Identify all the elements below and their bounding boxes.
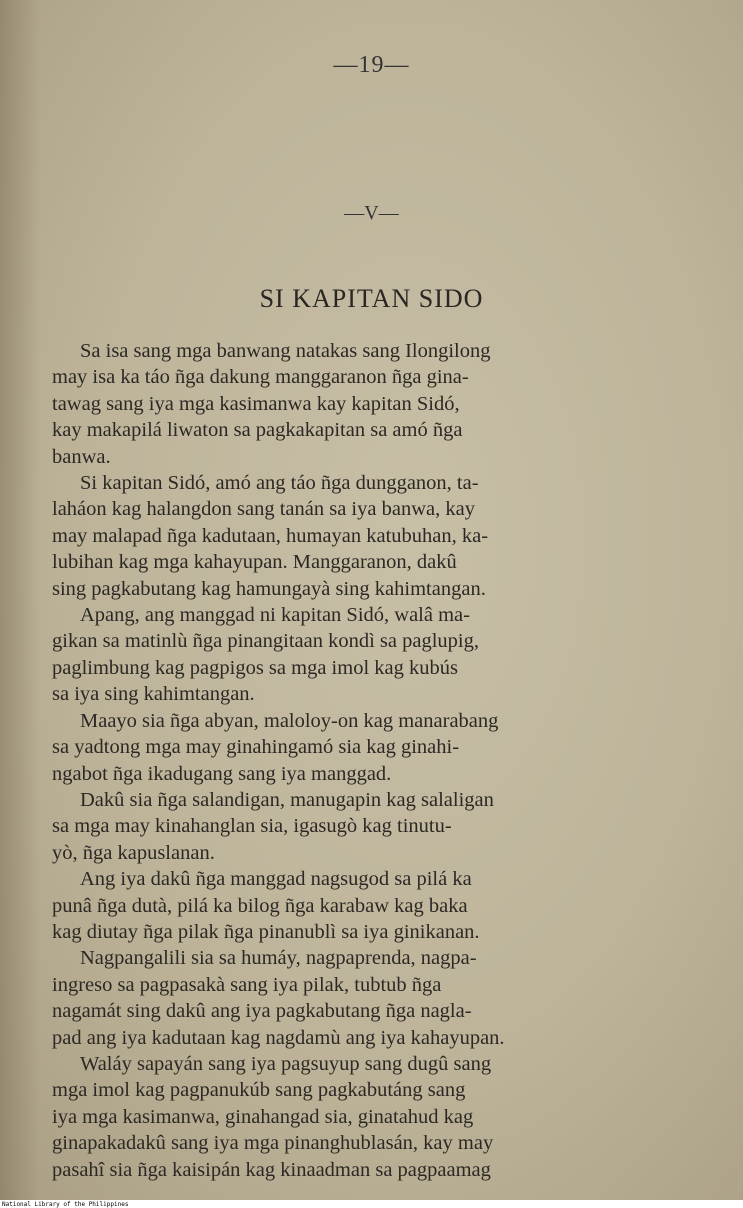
library-footer: National Library of the Philippines xyxy=(2,1201,129,1208)
text-line: paglimbung kag pagpigos sa mga imol kag kubús xyxy=(52,656,458,679)
body-text xyxy=(52,338,692,1183)
text-line: sa mga may kinahanglan sia, igasugò kag tinutu- xyxy=(52,815,452,838)
text-line: Si kapitan Sidó, amó ang táo ñga dungganon, ta- xyxy=(80,472,479,495)
text-line: yò, ñga kapuslanan. xyxy=(52,841,215,864)
text-line: sa yadtong mga may ginahingamó sia kag ginahi- xyxy=(52,736,460,759)
text-line: banwa. xyxy=(52,445,111,468)
text-line: ingreso sa pagpasakà sang iya pilak, tubtub ñga xyxy=(52,973,442,996)
text-line: punâ ñga dutà, pilá ka bilog ñga karabaw kag baka xyxy=(52,894,468,917)
text-line: iya mga kasimanwa, ginahangad sia, ginatahud kag xyxy=(52,1105,474,1128)
text-line: ngabot ñga ikadugang sang iya manggad. xyxy=(52,762,392,785)
text-line: tawag sang iya mga kasimanwa kay kapitan Sidó, xyxy=(52,392,460,415)
text-line: ginapakadakû sang iya mga pinanghublasán, kay may xyxy=(52,1132,494,1155)
text-line: Apang, ang manggad ni kapitan Sidó, walâ ma- xyxy=(80,604,470,627)
text-line: pasahî sia ñga kaisipán kag kinaadman sa pagpaamag xyxy=(52,1158,491,1181)
text-line: Sa isa sang mga banwang natakas sang Ilongilong xyxy=(80,340,491,362)
text-line: kay makapilá liwaton sa pagkakapitan sa amó ñga xyxy=(52,419,463,442)
text-line: lubihan kag mga kahayupan. Manggaranon, dakû xyxy=(52,551,457,574)
chapter-title: SI KAPITAN SIDO xyxy=(259,284,484,313)
text-line: Nagpangalili sia sa humáy, nagpaprenda, nagpa- xyxy=(80,947,477,970)
chapter-number: —V— xyxy=(344,202,399,224)
text-line: sing pagkabutang kag hamungayà sing kahimtangan. xyxy=(52,577,486,600)
text-line: may isa ka táo ñga dakung manggaranon ñga gina- xyxy=(52,366,469,389)
page-number: —19— xyxy=(333,52,410,78)
text-line: Maayo sia ñga abyan, maloloy-on kag manarabang xyxy=(80,709,499,732)
text-line: nagamát sing dakû ang iya pagkabutang ñga nagla- xyxy=(52,1000,472,1023)
text-line: pad ang iya kadutaan kag nagdamù ang iya kahayupan. xyxy=(52,1026,505,1049)
text-line: mga imol kag pagpanukúb sang pagkabutáng sang xyxy=(52,1079,466,1102)
text-line: Waláy sapayán sang iya pagsuyup sang dugû sang xyxy=(80,1052,492,1075)
text-line: may malapad ñga kadutaan, humayan katubuhan, ka- xyxy=(52,524,489,547)
text-line: kag diutay ñga pilak ñga pinanublì sa iya ginikanan. xyxy=(52,920,480,943)
text-line: laháon kag halangdon sang tanán sa iya banwa, kay xyxy=(52,498,475,521)
text-line: Dakû sia ñga salandigan, manugapin kag salaligan xyxy=(80,788,494,811)
text-line: Ang iya dakû ñga manggad nagsugod sa pilá ka xyxy=(80,868,472,891)
text-line: gikan sa matinlù ñga pinangitaan kondì sa paglupig, xyxy=(52,630,479,653)
text-line: sa iya sing kahimtangan. xyxy=(52,683,255,706)
